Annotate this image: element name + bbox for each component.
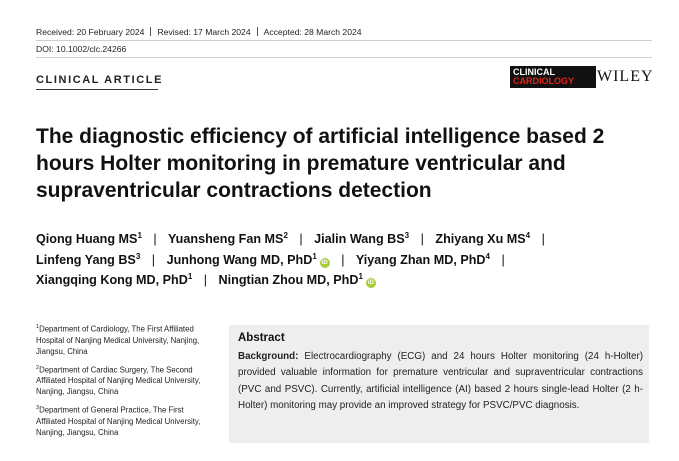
publisher-logo[interactable]: WILEY (597, 68, 654, 85)
author-separator: | (501, 252, 505, 267)
author-separator: | (203, 273, 208, 287)
affiliation-number: 3 (36, 405, 40, 412)
abstract-lead: Background: (238, 351, 299, 362)
date-separator (257, 27, 258, 36)
affiliation-number: 2 (36, 364, 40, 371)
affiliation-number: 1 (36, 324, 40, 330)
header-divider (36, 40, 652, 41)
article-title: The diagnostic efficiency of artificial intelligence based 2 hours Holter monitoring in premature ventricular and supraventricular contractions detection (36, 125, 605, 202)
affiliation-marker: 1 (137, 230, 142, 240)
affiliation-marker: 2 (283, 230, 288, 240)
author-name-text: Yiyang Zhan MD, PhD (355, 252, 486, 267)
author-name-text: Yuansheng Fan MS (167, 232, 284, 246)
author-separator: | (151, 252, 156, 267)
affiliation-text: Department of Cardiology, The First Affiliated Hospital of Nanjing Medical University, Nanjing, Jiangsu, China (36, 324, 200, 356)
affiliations (36, 322, 214, 444)
date-separator (150, 27, 151, 36)
abstract-text: Electrocardiography (ECG) and 24 hours Holter monitoring (24 h-Holter) provided valuable information for premature ventricular and supraventricular contractions (PVC and PSVC). Currently, artificial intelligence (AI) based 2 hours single-lead Holter (2 h-Holter) monitoring may provide an improved strategy for PSVC/PVC diagnosis. (238, 351, 643, 412)
doi[interactable]: DOI: 10.1002/clc.24266 (36, 44, 127, 54)
author-name-text: Xiangqing Kong MD, PhD (36, 273, 188, 287)
article-type-underline (36, 89, 158, 90)
affiliation-marker: 3 (404, 230, 410, 240)
abstract-box (229, 325, 649, 443)
header-divider (36, 57, 652, 58)
affiliation-item (36, 322, 214, 357)
author-name[interactable] (36, 253, 140, 267)
abstract-background (238, 349, 643, 415)
author-separator: | (299, 232, 303, 246)
author-name[interactable] (168, 232, 288, 246)
affiliation-marker: 1 (312, 251, 317, 261)
article-type: CLINICAL ARTICLE (36, 74, 164, 86)
affiliation-item (36, 363, 214, 398)
author-name-text: Qiong Huang MS (36, 232, 138, 246)
orcid-icon[interactable]: iD (321, 259, 328, 266)
affiliation-marker: 3 (135, 251, 141, 261)
affiliation-marker: 1 (187, 271, 193, 281)
author-separator: | (153, 232, 157, 246)
affiliation-text: Department of General Practice, The First Affiliated Hospital of Nanjing Medical University, Nanjing, Jiangsu, China (36, 405, 201, 437)
affiliation-marker: 1 (358, 271, 363, 281)
journal-logo-line1: CLINICAL (513, 67, 555, 77)
author-name[interactable] (167, 253, 330, 267)
affiliation-item (36, 403, 214, 438)
author-name[interactable] (219, 273, 376, 287)
author-name[interactable] (36, 232, 142, 246)
abstract-heading: Abstract (238, 332, 285, 344)
author-name[interactable] (356, 253, 490, 267)
author-name[interactable] (36, 273, 192, 287)
accepted-date: Accepted: 28 March 2024 (263, 27, 362, 37)
author-name-text: Jialin Wang BS (314, 232, 405, 246)
author-name[interactable] (314, 232, 409, 246)
affiliation-marker: 4 (525, 230, 531, 240)
author-name-text: Ningtian Zhou MD, PhD (218, 273, 359, 287)
revised-date: Revised: 17 March 2024 (157, 27, 251, 37)
author-name-text: Junhong Wang MD, PhD (166, 252, 313, 267)
publication-dates (36, 27, 362, 37)
author-name[interactable] (435, 232, 530, 246)
affiliation-text: Department of Cardiac Surgery, The Second Affiliated Hospital of Nanjing Medical University, Nanjing, Jiangsu, China (36, 365, 201, 397)
author-list (36, 229, 646, 291)
author-name-text: Zhiyang Xu MS (435, 232, 526, 246)
affiliation-marker: 4 (485, 251, 490, 261)
orcid-icon[interactable]: iD (367, 280, 374, 286)
journal-logo[interactable] (510, 66, 596, 88)
author-separator: | (541, 232, 545, 246)
journal-logo-line2: CARDIOLOGY (513, 76, 575, 86)
author-name-text: Linfeng Yang BS (36, 252, 136, 267)
author-separator: | (341, 252, 345, 267)
received-date: Received: 20 February 2024 (36, 27, 145, 37)
author-separator: | (420, 232, 424, 246)
